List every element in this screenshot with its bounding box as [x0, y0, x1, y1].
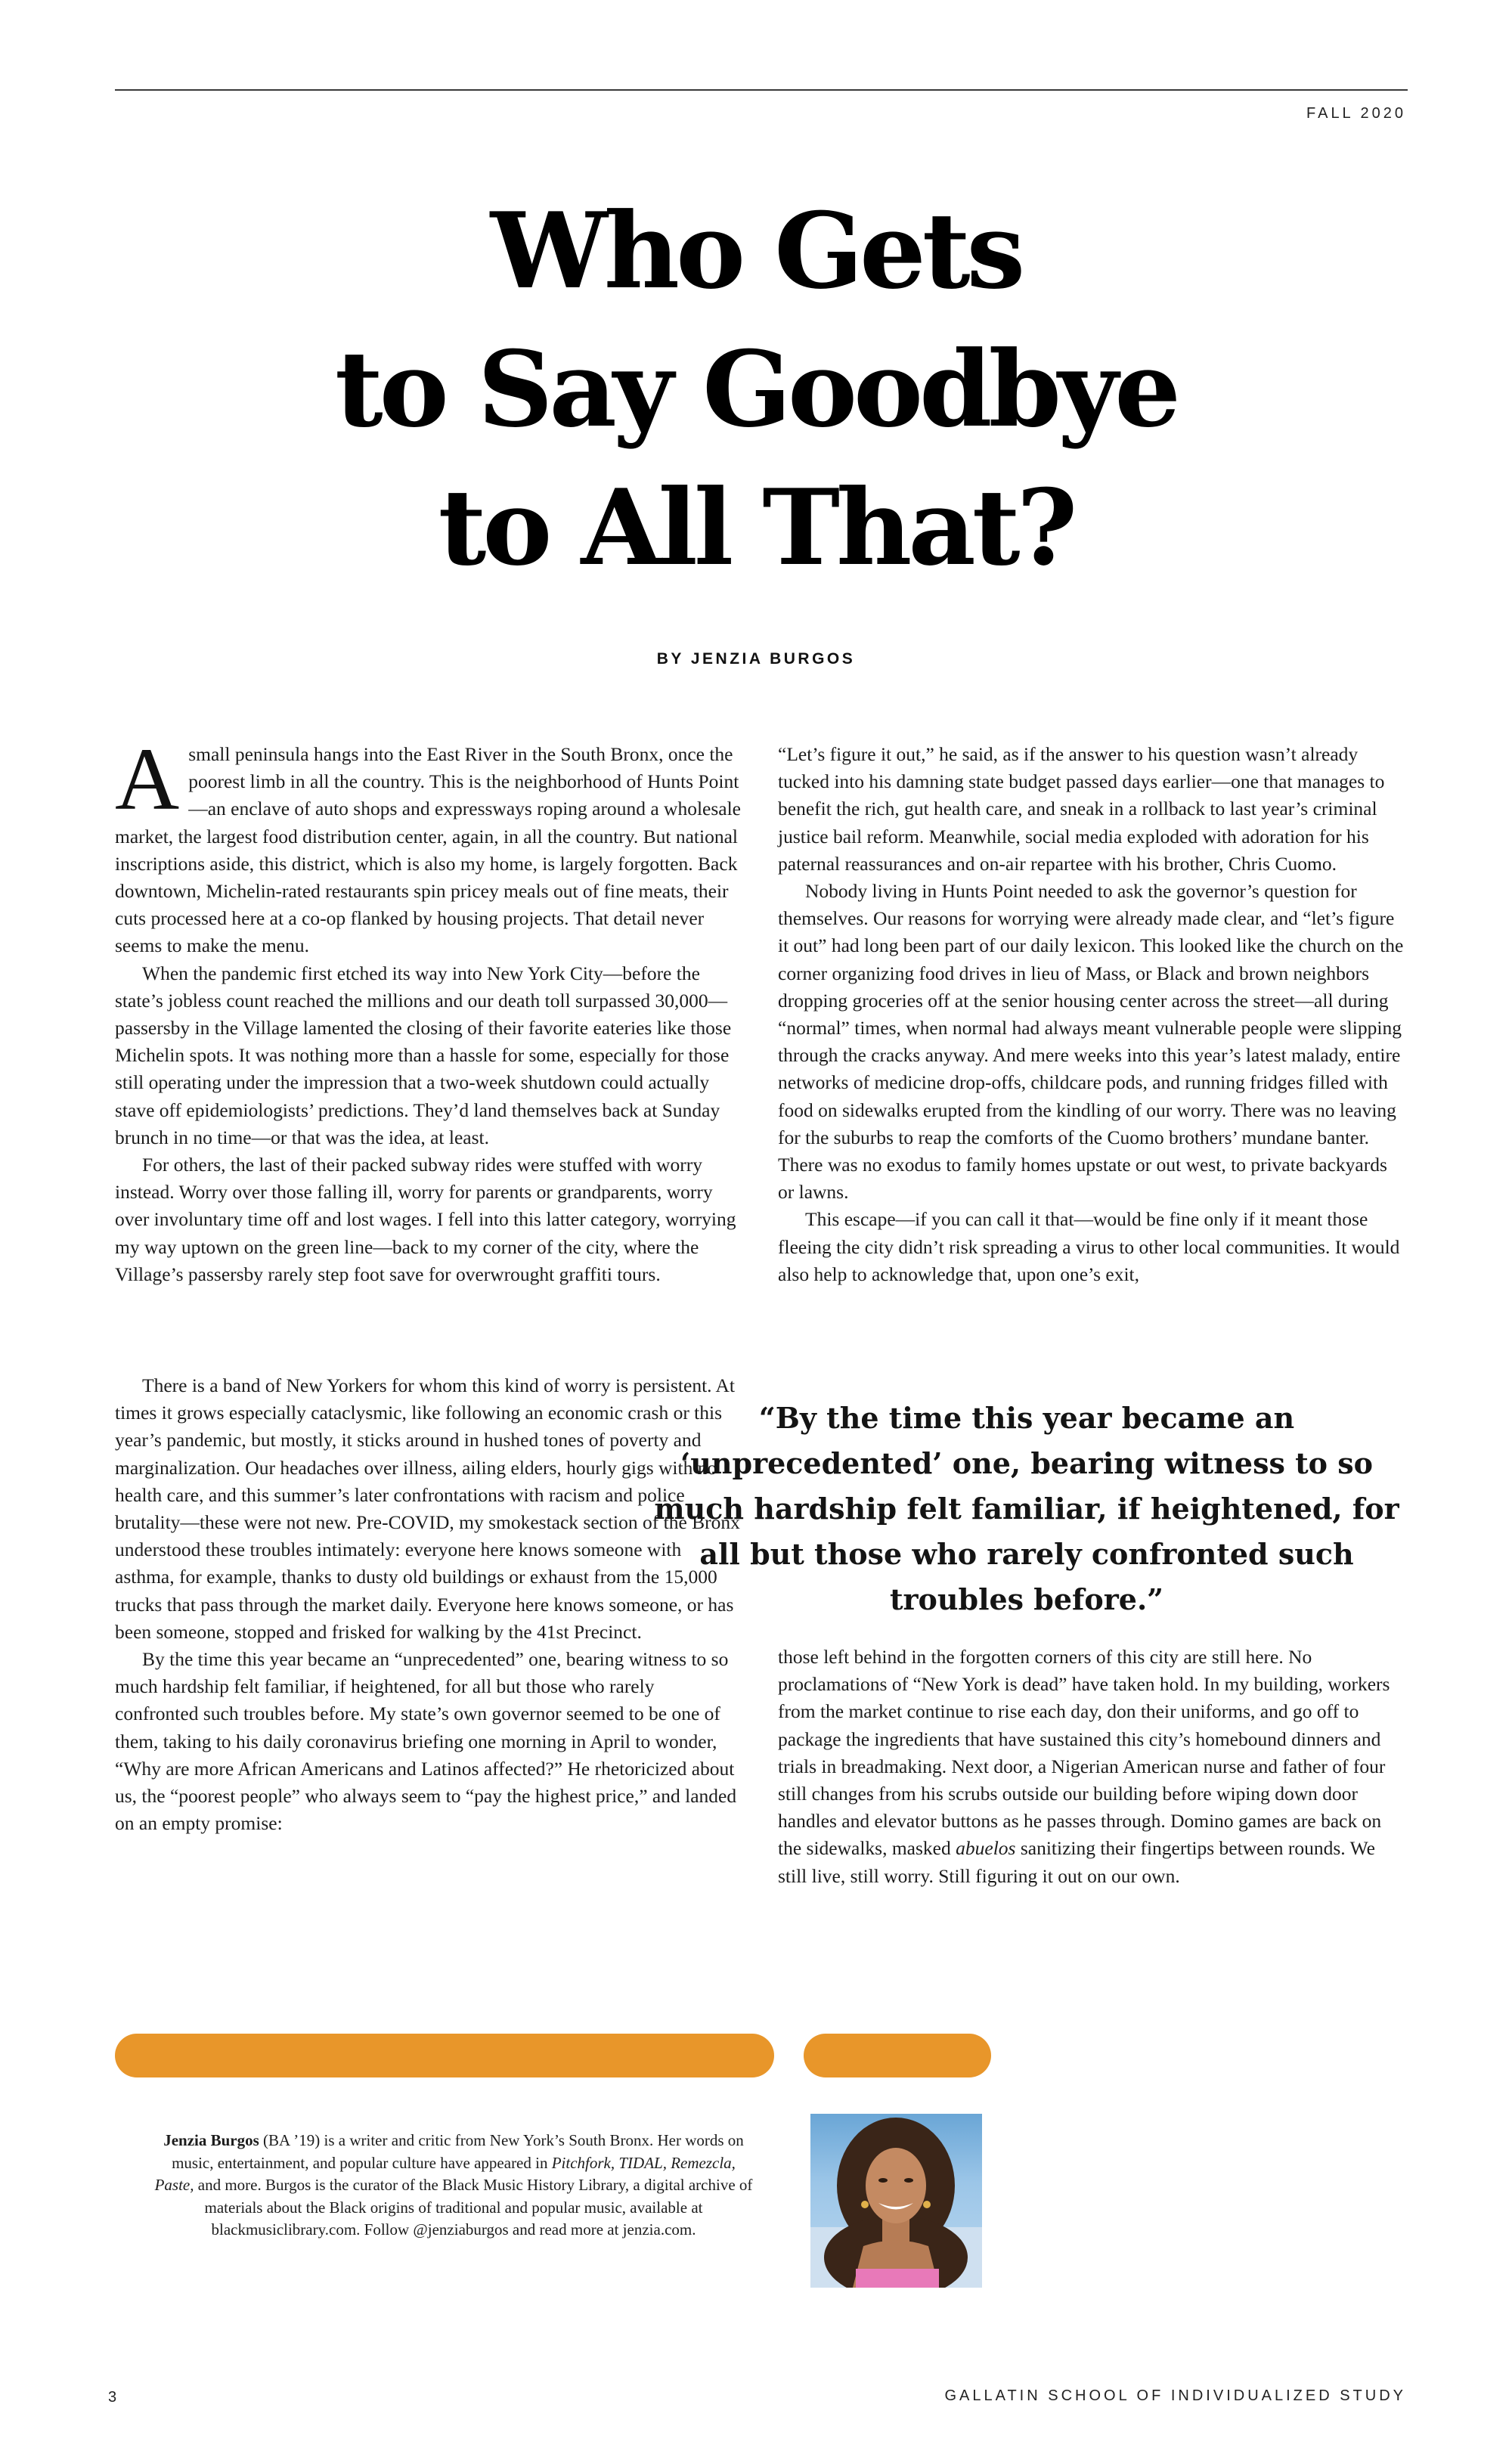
header-rule [115, 89, 1408, 91]
paragraph: For others, the last of their packed subway rides were stuffed with worry instead. Worry over those falling ill, worry for parents or grandparents, worry over involuntary time off and lost wages. I fell into this latter category, worrying my way uptown on the green line—back to my corner of the city, where the Village’s passersby rarely step foot save for overwrought graffiti tours. [115, 1154, 736, 1285]
paragraph: Nobody living in Hunts Point needed to ask the governor’s question for themselves. Our reasons for worrying were already made clear, and “let’s figure it out” had long been part of our daily lexicon. This looked like the church on the corner organizing food drives in lieu of Mass, or Black and brown neighbors dropping groceries off at the senior housing center across the street—all during “normal” times, when normal had always meant vulnerable people were slipping through the cracks anyway. And mere weeks into this year’s latest malady, entire networks of medicine drop-offs, childcare pods, and running fridges filled with food on sidewalks erupted from the kindling of our worry. There was no leaving for the suburbs to reap the comforts of the Cuomo brothers’ mundane banter. There was no exodus to family homes upstate or out west, to private backyards or lawns. [778, 880, 1404, 1204]
accent-bar-short [804, 2034, 991, 2077]
body-column-right-top [778, 741, 1408, 1288]
bio-text: and more. Burgos is the curator of the Black Music History Library, a digital archive of materials about the Black origins of traditional and popular music, available at blackmusiclibrary.com. Follow @jenziaburgos and read more at jenzia.com. [197, 2176, 753, 2239]
author-portrait [810, 2114, 982, 2288]
author-photo-illustration [810, 2114, 982, 2288]
bio-text: (BA ’19) is a writer and critic from New York’s South Bronx. Her words on music, entertainment, and popular culture have appeared in [172, 2131, 744, 2172]
bio-publications: Pitchfork, TIDAL, Remezcla, Paste, [154, 2153, 736, 2194]
issue-season: FALL 2020 [1306, 105, 1406, 122]
italic-word: abuelos [956, 1837, 1016, 1860]
article-title [0, 181, 1512, 596]
byline: BY JENZIA BURGOS [656, 650, 856, 668]
paragraph-text: small peninsula hangs into the East River in the South Bronx, once the poorest limb in all the country. This is the neighborhood of Hunts Point—an enclave of auto shops and expressways roping around a wholesale market, the largest food distribution center, again, in all the country. But national inscriptions aside, this district, which is also my home, is largely forgotten. Back downtown, Michelin-rated restaurants spin pricey meals out of fine meats, their cuts processed here at a co-op flanked by housing projects. That detail never seems to make the menu. [115, 743, 742, 957]
title-line: to All That? [438, 466, 1074, 589]
paragraph-text: sanitizing their fingertips between rounds. We still live, still worry. Still figuring it out on our own. [778, 1837, 1375, 1887]
body-column-right-bottom [778, 1644, 1408, 1890]
pull-quote: “By the time this year became an ‘unprecedented’ one, bearing witness to so much hardship felt familiar, if heightened, for all but those who rarely confronted such troubles before.” [654, 1401, 1399, 1616]
body-column-left-top [115, 730, 742, 1288]
paragraph: There is a band of New Yorkers for whom this kind of worry is persistent. At times it grows especially cataclysmic, like following an economic crash or this year’s pandemic, but mostly, it sticks around in hushed tones of poverty and marginalization. Our headaches over illness, ailing elders, hourly gigs with no health care, and this summer’s later confrontations with racism and police brutality—these were not new. Pre-COVID, my smokestack section of the Bronx understood these troubles intimately: everyone here knows someone with asthma, for example, thanks to dusty old buildings or exhaust from the 15,000 trucks that pass through the market daily. Everyone here knows someone, or has been someone, stopped and frisked for walking by the 41st Precinct. [115, 1374, 740, 1643]
drop-cap: A [115, 730, 180, 829]
title-line: to Say Goodbye [334, 327, 1178, 451]
paragraph-text: those left behind in the forgotten corners of this city are still here. No proclamations of “New York is dead” have taken hold. In my building, workers from the market continue to rise each day, don their uniforms, and go off to package the ingredients that have sustained this city’s homebound dinners and trials in breadmaking. Next door, a Nigerian American nurse and father of four still changes from his scrubs outside our building before wiping down door handles and elevator buttons as he passes through. Domino games are back on the sidewalks, masked [778, 1646, 1390, 1860]
paragraph: When the pandemic first etched its way into New York City—before the state’s jobless count reached the millions and our death toll surpassed 30,000—passersby in the Village lamented the closing of their favorite eateries like those Michelin spots. It was nothing more than a hassle for some, especially for those still operating under the impression that a two-week shutdown could actually stave off epidemiologists’ predictions. They’d land themselves back at Sunday brunch in no time—or that was the idea, at least. [115, 962, 732, 1148]
accent-bar-long [115, 2034, 774, 2077]
author-bio [151, 2130, 756, 2242]
page-number: 3 [108, 2389, 117, 2406]
paragraph: “Let’s figure it out,” he said, as if the answer to his question wasn’t already tucked into his damning state budget passed days earlier—one that manages to benefit the rich, gut health care, and sneak in a rollback to last year’s criminal justice bail reform. Meanwhile, social media exploded with adoration for his paternal reassurances and on-air repartee with his brother, Chris Cuomo. [778, 743, 1385, 875]
title-line: Who Gets [490, 189, 1022, 312]
paragraph: By the time this year became an “unprecedented” one, bearing witness to so much hardship felt familiar, if heightened, for all but those who rarely confronted such troubles before. My state’s own governor seemed to be one of them, taking to his daily coronavirus briefing one morning in April to wonder, “Why are more African Americans and Latinos affected?” He rhetoricized about us, the “poorest people” who always seem to “pay the highest price,” and landed on an empty promise: [115, 1648, 737, 1835]
paragraph [778, 1644, 1408, 1890]
school-name: GALLATIN SCHOOL OF INDIVIDUALIZED STUDY [944, 2387, 1406, 2404]
paragraph [115, 730, 742, 960]
paragraph: This escape—if you can call it that—would be fine only if it meant those fleeing the city didn’t risk spreading a virus to other local communities. It would also help to acknowledge that, upon one’s exit, [778, 1208, 1400, 1285]
author-name: Jenzia Burgos [163, 2131, 259, 2149]
